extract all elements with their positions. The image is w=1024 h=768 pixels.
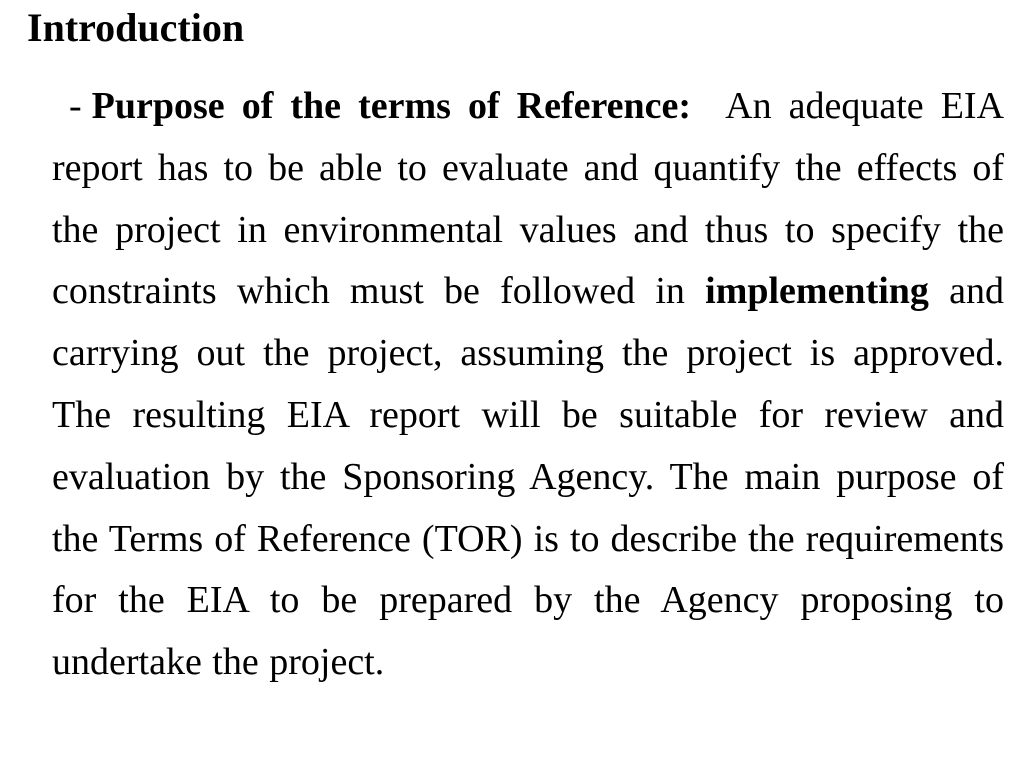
section-heading: Introduction — [27, 5, 245, 50]
bullet-dash: - — [69, 85, 82, 127]
paragraph-text-part-1: An adequate EIA report has to be able to evaluate and quantify the effects of the project in environmental values and thus to specify the constraints which must be followed in — [52, 85, 1005, 313]
purpose-paragraph — [52, 76, 1004, 694]
emphasized-word: implementing — [705, 270, 929, 313]
paragraph-text-part-2: and carrying out the project, assuming the project is approved. The resulting EIA report will be suitable for review and evaluation by the Sponsoring Agency. The main purpose of the Terms of Reference (TOR) is to describe the requirements for the EIA to be prepared by the Agency proposing to undertake the project. — [52, 270, 1004, 684]
purpose-label: Purpose of the terms of Reference: — [91, 85, 692, 127]
